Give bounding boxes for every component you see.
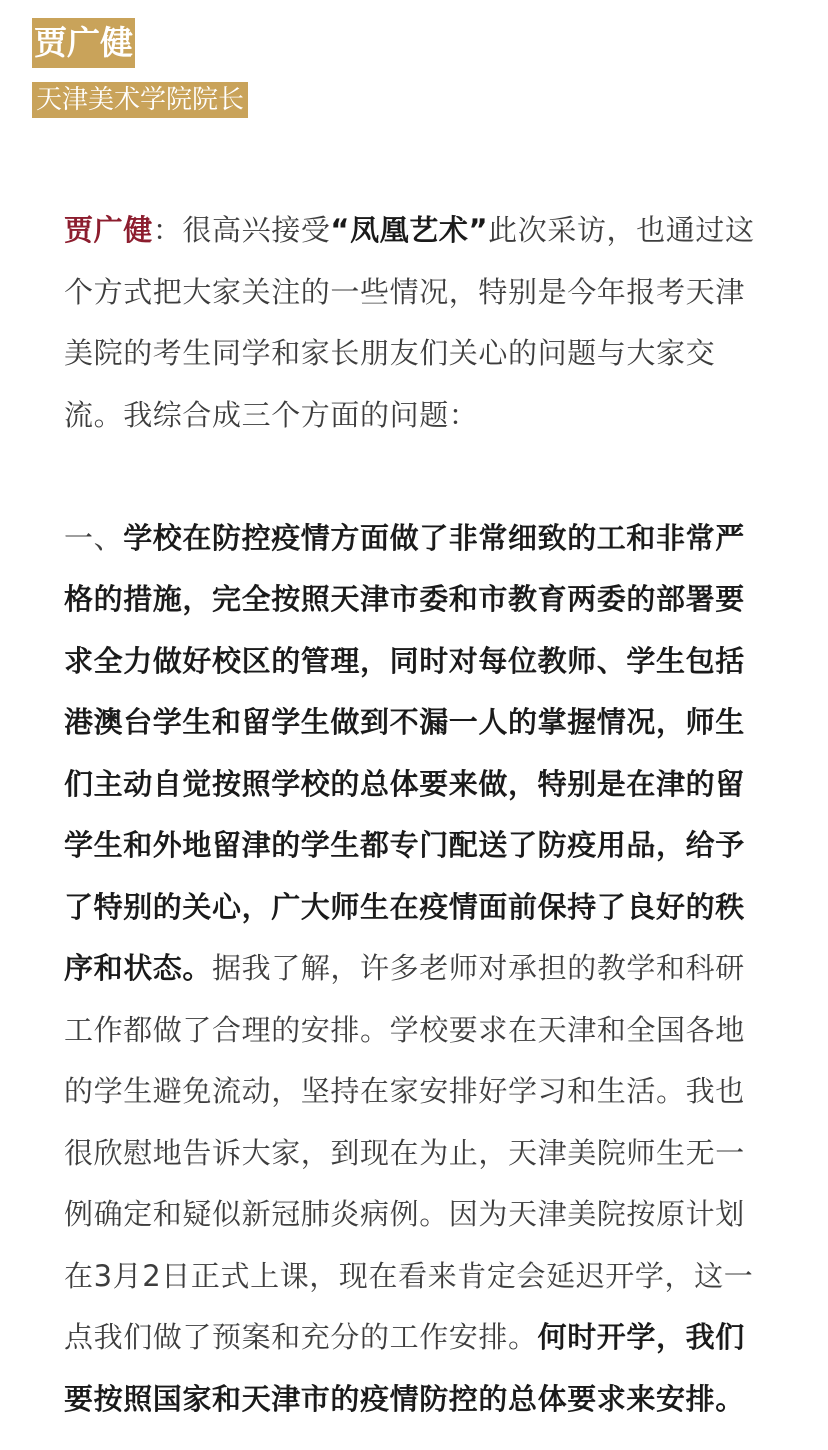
author-name-tag: 贾广健 xyxy=(32,18,135,68)
point-one-bold-a: 学校在防控疫情方面做了非常细致的工和非常严格的措施，完全按照天津市委和市教育两委的部署要求全力做好校区的管理，同时对每位教师、学生包括港澳台学生和留学生做到不漏一人的掌握情况，师生们主动自觉按照学校的总体要来做，特别是在津的留学生和外地留津的学生都专门配送了防疫用品，给予了特别的关心，广大师生在疫情面前保持了良好的秩序和状态。 xyxy=(64,520,745,985)
point-one-bold-c: 何时开学，我们要按照国家和天津市的疫情防控的总体要求来安排。 xyxy=(64,1320,745,1416)
intro-paragraph xyxy=(64,200,768,446)
author-header xyxy=(32,18,248,118)
point-one-paragraph xyxy=(64,508,768,1431)
intro-text-a: ：很高兴接受 xyxy=(152,213,331,247)
intro-text-b: 此次采访，也通过这个方式把大家关注的一些情况，特别是今年报考天津美院的考生同学和家长朋友们关心的问题与大家交流。我综合成三个方面的问题： xyxy=(64,213,755,432)
speaker-name: 贾广健 xyxy=(64,213,153,247)
author-title-tag: 天津美术学院院长 xyxy=(32,82,248,118)
quoted-media-name: “凤凰艺术” xyxy=(330,213,489,247)
point-one-plain-b: 据我了解，许多老师对承担的教学和科研工作都做了合理的安排。学校要求在天津和全国各地的学生避免流动，坚持在家安排好学习和生活。我也很欣慰地告诉大家，到现在为止，天津美院师生无一例确定和疑似新冠肺炎病例。因为天津美院按原计划在3月2日正式上课，现在看来肯定会延迟开学，这一点我们做了预案和充分的工作安排。 xyxy=(64,951,754,1354)
point-one-prefix: 一、 xyxy=(64,520,124,555)
article-body xyxy=(64,200,768,1430)
